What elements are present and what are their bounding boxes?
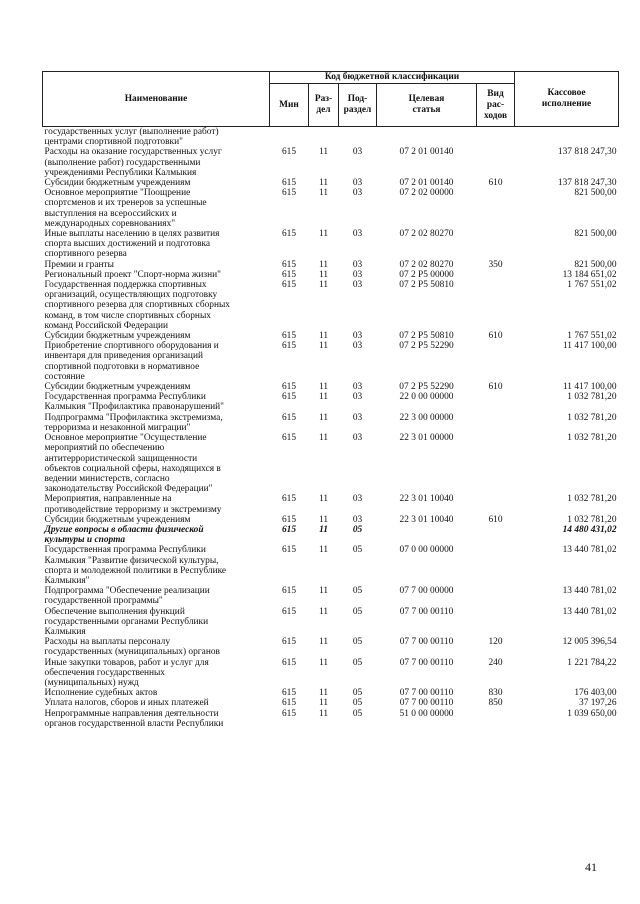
row-target: 07 7 00 00110 xyxy=(399,606,454,617)
row-name: Непрограммные направления деятельности органов государственной власти Республики xyxy=(44,708,224,729)
row-razdel xyxy=(309,127,339,148)
row-razdel: 11 xyxy=(318,382,329,393)
row-vid xyxy=(477,147,515,178)
row-amount: 1 032 781,20 xyxy=(567,494,617,505)
table-row xyxy=(43,178,619,188)
row-min: 615 xyxy=(281,433,297,444)
row-podrazdel: 03 xyxy=(352,412,363,423)
table-row xyxy=(43,698,619,708)
row-razdel: 11 xyxy=(318,637,329,648)
row-vid xyxy=(477,392,515,412)
row-podrazdel: 05 xyxy=(352,606,363,617)
row-amount: 13 440 781,02 xyxy=(562,606,617,617)
row-target: 07 2 02 80270 xyxy=(399,229,454,240)
row-name: Расходы на оказание государственных услуг (выполнение работ) государственными учреждениями Республики Калмыкия xyxy=(44,147,222,178)
row-min: 615 xyxy=(281,586,297,597)
row-name: Исполнение судебных актов xyxy=(44,688,158,699)
row-razdel: 11 xyxy=(318,269,329,280)
table-row xyxy=(43,331,619,341)
row-name: Мероприятия, направленные на противодействие терроризму и экстремизму xyxy=(44,494,222,515)
row-min: 615 xyxy=(281,698,297,709)
table-row xyxy=(43,607,619,638)
row-razdel: 11 xyxy=(318,412,329,423)
row-razdel: 11 xyxy=(318,657,329,668)
row-name: Государственная программа Республики Калмыкия "Профилактика правонарушений" xyxy=(44,392,224,413)
row-amount: 1 039 650,00 xyxy=(567,708,617,719)
row-vid: 120 xyxy=(488,637,503,648)
row-name: Обеспечение выполнения функций государственными органами Республики Калмыкия xyxy=(44,606,209,637)
row-min: 615 xyxy=(281,412,297,423)
row-amount: 13 440 781,02 xyxy=(562,545,617,556)
row-vid: 610 xyxy=(488,331,503,342)
row-razdel: 11 xyxy=(318,331,329,342)
row-target: 22 3 01 10040 xyxy=(399,514,454,525)
table-row xyxy=(43,270,619,280)
row-min: 615 xyxy=(281,341,297,352)
row-min: 615 xyxy=(281,269,297,280)
row-podrazdel: 03 xyxy=(352,280,363,291)
row-amount: 821 500,00 xyxy=(574,229,617,240)
row-min: 615 xyxy=(281,392,297,403)
row-vid xyxy=(477,494,515,514)
row-vid: 610 xyxy=(488,178,503,189)
row-podrazdel: 05 xyxy=(352,657,363,668)
row-amount: 821 500,00 xyxy=(574,259,617,270)
row-podrazdel: 05 xyxy=(352,637,363,648)
row-amount: 1 032 781,20 xyxy=(567,433,617,444)
row-name: Приобретение спортивного оборудования и инвентаря для приведения организаций спортивной подготовки в нормативное состояние xyxy=(44,341,219,382)
row-min: 615 xyxy=(281,188,297,199)
row-target: 07 2 P5 52290 xyxy=(399,341,454,352)
row-min xyxy=(270,127,309,148)
row-name: Премии и гранты xyxy=(44,259,114,270)
row-podrazdel: 03 xyxy=(352,147,363,158)
row-vid xyxy=(477,280,515,331)
table-row xyxy=(43,494,619,514)
row-min: 615 xyxy=(281,331,297,342)
row-vid xyxy=(477,607,515,638)
row-name: Основное мероприятие "Поощрение спортсменов и их тренеров за успешные выступления на всероссийских и международных соревнованиях" xyxy=(44,188,207,229)
row-name: государственных услуг (выполнение работ) центрами спортивной подготовки" xyxy=(44,127,219,148)
row-vid xyxy=(477,341,515,382)
row-target: 07 7 00 00110 xyxy=(399,688,454,699)
row-vid: 350 xyxy=(488,259,503,270)
row-min: 615 xyxy=(281,382,297,393)
table-row xyxy=(43,147,619,178)
table-row xyxy=(43,341,619,382)
row-min: 615 xyxy=(281,708,297,719)
row-name: Основное мероприятие "Осуществление мероприятий по обеспечению антитеррористической защищенности объектов социальной сферы, находящихся в ведении министерств, согласно законодательству Российской Федерации" xyxy=(44,433,221,495)
row-name: Подпрограмма "Обеспечение реализации государственной программы" xyxy=(44,586,210,607)
row-podrazdel: 03 xyxy=(352,188,363,199)
row-podrazdel: 05 xyxy=(352,545,363,556)
row-target: 07 2 P5 50810 xyxy=(399,331,454,342)
row-podrazdel: 03 xyxy=(352,259,363,270)
row-min: 615 xyxy=(281,688,297,699)
row-amount: 137 818 247,30 xyxy=(557,178,617,189)
row-vid: 240 xyxy=(488,657,503,668)
row-vid xyxy=(477,270,515,280)
row-target: 07 2 02 80270 xyxy=(399,259,454,270)
row-target: 22 3 01 10040 xyxy=(399,494,454,505)
table-row xyxy=(43,525,619,545)
row-razdel: 11 xyxy=(319,524,328,535)
row-name: Иные выплаты населению в целях развития спорта высших достижений и подготовка спортивного резерва xyxy=(44,229,220,260)
row-target xyxy=(377,525,477,545)
table-row xyxy=(43,637,619,657)
table-row xyxy=(43,586,619,606)
row-amount: 13 184 651,02 xyxy=(562,269,617,280)
row-razdel: 11 xyxy=(318,698,329,709)
row-amount: 11 417 100,00 xyxy=(562,341,617,352)
row-target: 22 3 00 00000 xyxy=(399,412,454,423)
table-body xyxy=(43,127,619,729)
row-vid xyxy=(477,229,515,260)
row-name: Подпрограмма "Профилактика экстремизма, терроризма и незаконной миграции" xyxy=(44,412,223,433)
row-podrazdel: 05 xyxy=(352,708,363,719)
header-min: Мин xyxy=(270,84,309,127)
row-vid: 610 xyxy=(488,514,503,525)
row-amount xyxy=(515,127,619,148)
row-razdel: 11 xyxy=(318,433,329,444)
row-amount: 1 032 781,20 xyxy=(567,392,617,403)
row-target: 07 2 P5 50810 xyxy=(399,280,454,291)
row-target: 07 2 02 00000 xyxy=(399,188,454,199)
table-row xyxy=(43,433,619,494)
row-razdel: 11 xyxy=(318,606,329,617)
row-podrazdel: 05 xyxy=(352,698,363,709)
row-target: 22 3 01 00000 xyxy=(399,433,454,444)
table-row xyxy=(43,413,619,433)
table-row xyxy=(43,392,619,412)
row-name: Региональный проект "Спорт-норма жизни" xyxy=(44,269,221,280)
row-podrazdel: 03 xyxy=(352,494,363,505)
budget-table xyxy=(42,71,619,729)
row-podrazdel: 03 xyxy=(352,269,363,280)
table-row xyxy=(43,188,619,229)
table-row xyxy=(43,382,619,392)
row-podrazdel: 05 xyxy=(352,524,363,535)
row-vid xyxy=(477,586,515,606)
row-min: 615 xyxy=(281,637,297,648)
row-amount: 821 500,00 xyxy=(574,188,617,199)
row-amount: 37 197,26 xyxy=(579,698,617,709)
row-vid xyxy=(477,525,515,545)
header-target: Целевая статья xyxy=(377,84,477,127)
row-razdel: 11 xyxy=(318,259,329,270)
table-row xyxy=(43,127,619,148)
table-row xyxy=(43,709,619,729)
row-name: Уплата налогов, сборов и иных платежей xyxy=(44,698,209,709)
row-target: 07 7 00 00110 xyxy=(399,698,454,709)
page-number: 41 xyxy=(585,860,597,874)
row-min: 615 xyxy=(281,280,297,291)
row-amount: 14 480 431,02 xyxy=(562,524,617,535)
row-min: 615 xyxy=(281,494,297,505)
row-target: 07 2 P5 52290 xyxy=(399,382,454,393)
row-podrazdel: 03 xyxy=(352,229,363,240)
row-target: 22 0 00 00000 xyxy=(399,392,454,403)
row-podrazdel: 03 xyxy=(352,514,363,525)
row-vid xyxy=(477,127,515,148)
table-row xyxy=(43,280,619,331)
row-podrazdel: 03 xyxy=(352,178,363,189)
row-vid xyxy=(477,188,515,229)
row-amount: 1 032 781,20 xyxy=(567,514,617,525)
row-amount: 176 403,00 xyxy=(574,688,617,699)
row-name: Государственная программа Республики Калмыкия "Развитие физической культуры, спорта и молодежной политики в Республике Калмыкия" xyxy=(44,545,227,586)
row-name: Субсидии бюджетным учреждениям xyxy=(44,178,191,189)
row-razdel: 11 xyxy=(318,147,329,158)
row-amount: 13 440 781,02 xyxy=(562,586,617,597)
row-vid xyxy=(477,413,515,433)
row-amount: 1 032 781,20 xyxy=(567,412,617,423)
table-row xyxy=(43,545,619,586)
row-min: 615 xyxy=(281,545,297,556)
row-podrazdel: 03 xyxy=(352,392,363,403)
row-razdel: 11 xyxy=(318,280,329,291)
row-vid xyxy=(477,709,515,729)
header-vid: Вид рас- ходов xyxy=(477,84,515,127)
row-min: 615 xyxy=(281,178,297,189)
row-min: 615 xyxy=(281,259,297,270)
row-vid xyxy=(477,433,515,494)
row-target: 07 7 00 00000 xyxy=(399,586,454,597)
row-razdel: 11 xyxy=(318,392,329,403)
row-razdel: 11 xyxy=(318,708,329,719)
row-target: 51 0 00 00000 xyxy=(399,708,454,719)
row-vid: 610 xyxy=(488,382,503,393)
row-podrazdel: 03 xyxy=(352,433,363,444)
row-amount: 11 417 100,00 xyxy=(562,382,617,393)
row-min: 615 xyxy=(281,657,297,668)
row-amount: 12 005 396,54 xyxy=(562,637,617,648)
row-vid: 830 xyxy=(488,688,503,699)
row-target: 07 2 P5 00000 xyxy=(399,269,454,280)
header-razdel: Раз- дел xyxy=(309,84,339,127)
row-vid xyxy=(477,545,515,586)
row-target xyxy=(377,127,477,148)
row-target: 07 2 01 00140 xyxy=(399,178,454,189)
row-razdel: 11 xyxy=(318,688,329,699)
row-razdel: 11 xyxy=(318,586,329,597)
row-amount: 137 818 247,30 xyxy=(557,147,617,158)
row-min: 615 xyxy=(281,606,297,617)
row-min: 615 xyxy=(281,229,297,240)
row-target: 07 7 00 00110 xyxy=(399,637,454,648)
row-razdel: 11 xyxy=(318,188,329,199)
row-podrazdel: 05 xyxy=(352,688,363,699)
row-name: Субсидии бюджетным учреждениям xyxy=(44,331,191,342)
table-row xyxy=(43,260,619,270)
row-name: Субсидии бюджетным учреждениям xyxy=(44,382,191,393)
table-header xyxy=(43,72,619,127)
row-podrazdel: 03 xyxy=(352,331,363,342)
row-razdel: 11 xyxy=(318,494,329,505)
table-row xyxy=(43,229,619,260)
row-vid: 850 xyxy=(488,698,503,709)
table-row xyxy=(43,515,619,525)
header-name: Наименование xyxy=(43,72,270,127)
row-name: Другие вопросы в области физической культуры и спорта xyxy=(44,524,204,546)
header-kassa: Кассовое исполнение xyxy=(515,72,619,127)
row-razdel: 11 xyxy=(318,178,329,189)
table-row xyxy=(43,658,619,689)
row-name: Государственная поддержка спортивных организаций, осуществляющих подготовку спортивного резерва для спортивных сборных команд, в том числе спортивных сборных команд Российской Федерации xyxy=(44,280,230,331)
row-podrazdel: 03 xyxy=(352,382,363,393)
row-razdel: 11 xyxy=(318,341,329,352)
row-name: Расходы на выплаты персоналу государственных (муниципальных) органов xyxy=(44,637,220,658)
row-podrazdel: 05 xyxy=(352,586,363,597)
row-min: 615 xyxy=(281,514,297,525)
row-target: 07 2 01 00140 xyxy=(399,147,454,158)
row-amount: 1 221 784,22 xyxy=(567,657,617,668)
header-podrazdel: Под- раздел xyxy=(339,84,377,127)
row-target: 07 0 00 00000 xyxy=(399,545,454,556)
row-razdel: 11 xyxy=(318,514,329,525)
row-razdel: 11 xyxy=(318,229,329,240)
row-amount: 1 767 551,02 xyxy=(567,331,617,342)
row-podrazdel: 03 xyxy=(352,341,363,352)
row-min: 615 xyxy=(281,524,297,535)
row-min: 615 xyxy=(281,147,297,158)
table-row xyxy=(43,688,619,698)
header-code-group: Код бюджетной классификации xyxy=(270,72,515,84)
row-podrazdel xyxy=(339,127,377,148)
row-target: 07 7 00 00110 xyxy=(399,657,454,668)
row-razdel: 11 xyxy=(318,545,329,556)
row-name: Субсидии бюджетным учреждениям xyxy=(44,514,191,525)
row-name: Иные закупки товаров, работ и услуг для обеспечения государственных (муниципальных) нужд xyxy=(44,657,209,688)
row-amount: 1 767 551,02 xyxy=(567,280,617,291)
